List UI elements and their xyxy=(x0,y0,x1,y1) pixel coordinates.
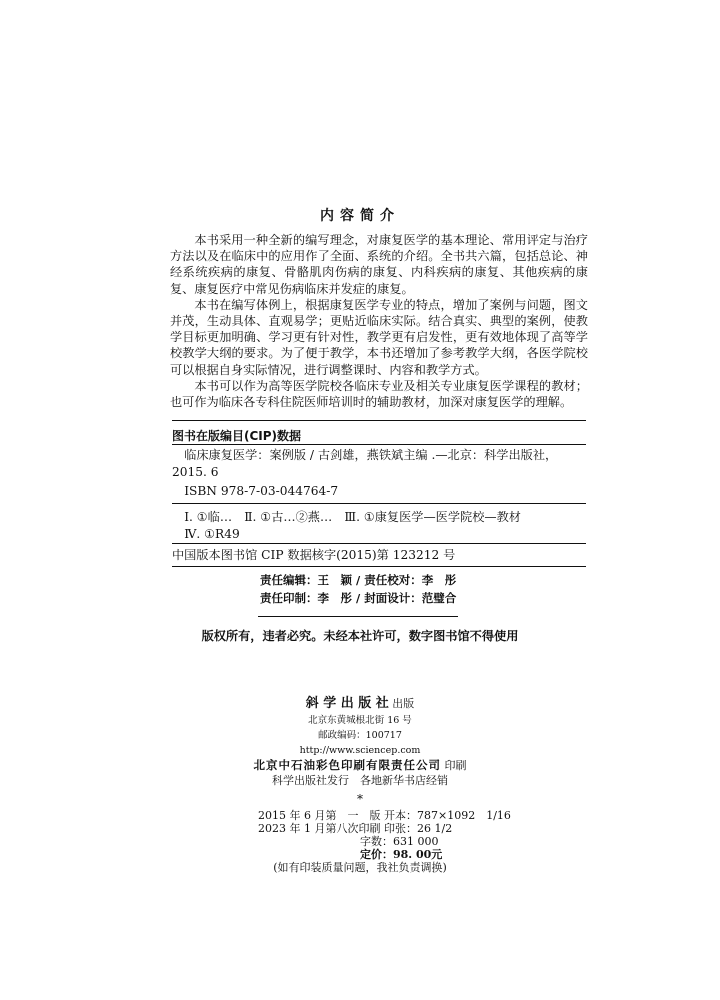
editors-block xyxy=(260,571,456,607)
printer-name: 北京中石油彩色印刷有限责任公司 xyxy=(253,758,441,772)
intro-paragraph: 本书可以作为高等医学院校各临床专业及相关专业康复医学课程的教材；也可作为临床各专科住院医师培训时的辅助教材，加深对康复医学的理解。 xyxy=(170,378,588,410)
price: 定价：98. 00元 xyxy=(360,848,443,861)
cip-title: 图书在版编目(CIP)数据 xyxy=(172,429,302,443)
divider xyxy=(258,616,458,617)
cip-record-block xyxy=(172,547,586,564)
cip-classification: Ⅳ. ①R49 xyxy=(184,527,240,541)
intro-body xyxy=(170,232,588,410)
word-count: 字数：631 000 xyxy=(360,835,439,848)
intro-paragraph: 本书采用一种全新的编写理念，对康复医学的基本理论、常用评定与治疗方法以及在临床中的应用作了全面、系统的介绍。全书共六篇，包括总论、神经系统疾病的康复、骨骼肌肉伤病的康复、内科疾病的康复、其他疾病的康复、康复医疗中常见伤病临床并发症的康复。 xyxy=(170,233,588,296)
divider xyxy=(172,420,586,421)
publisher-suffix: 出版 xyxy=(392,697,415,710)
intro-title: 内容简介 xyxy=(320,208,400,224)
distribution: 科学出版社发行 各地新华书店经销 xyxy=(272,774,448,787)
cip-entry: 临床康复医学：案例版 / 古剑雄，燕铁斌主编 .—北京：科学出版社，2015. 6 xyxy=(172,448,558,479)
divider xyxy=(172,503,586,504)
publisher-name: 斜 学 出 版 社 xyxy=(305,696,389,711)
divider xyxy=(172,444,586,445)
cip-classification: Ⅰ. ①临… Ⅱ. ①古…②燕… Ⅲ. ①康复医学—医学院校—教材 xyxy=(184,510,521,524)
divider xyxy=(172,566,586,567)
divider xyxy=(172,543,586,544)
sheets: 印张：26 1/2 xyxy=(384,822,453,835)
cip-classification-block xyxy=(172,509,586,543)
printer-suffix: 印刷 xyxy=(444,759,467,772)
cip-record: 中国版本图书馆 CIP 数据核字(2015)第 123212 号 xyxy=(172,548,456,562)
copyright-notice: 版权所有，违者必究。未经本社许可，数字图书馆不得使用 xyxy=(201,629,519,643)
publisher-url: http://www.sciencep.com xyxy=(299,745,421,756)
intro-paragraph: 本书在编写体例上，根据康复医学专业的特点，增加了案例与问题，图文并茂，生动具体、直观易学；更贴近临床实际。结合真实、典型的案例，使教学目标更加明确、学习更有针对性，教学更有启发性，更有效地体现了高等学校教学大纲的要求。为了便于教学，本书还增加了参考教学大纲，各医学院校可以根据自身实际情况，进行调整课时、内容和教学方式。 xyxy=(170,297,588,377)
edition: 2015 年 6 月第 一 版 xyxy=(258,809,381,822)
cip-isbn: ISBN 978-7-03-044764-7 xyxy=(184,484,339,498)
publication-info xyxy=(0,807,720,872)
printing: 2023 年 1 月第八次印刷 xyxy=(258,822,381,835)
quality-note: (如有印装质量问题，我社负责调换) xyxy=(273,861,447,874)
publisher-postcode: 邮政编码：100717 xyxy=(318,730,402,741)
cip-entry-block xyxy=(172,447,586,500)
editors-line: 责任印制：李 彤 / 封面设计：范璧合 xyxy=(260,591,457,605)
separator-star: * xyxy=(357,792,363,806)
publisher-address: 北京东黄城根北街 16 号 xyxy=(308,715,412,726)
format: 开本：787×1092 1/16 xyxy=(384,809,511,822)
editors-line: 责任编辑：王 颖 / 责任校对：李 彤 xyxy=(260,573,457,587)
publisher-block xyxy=(0,696,720,788)
